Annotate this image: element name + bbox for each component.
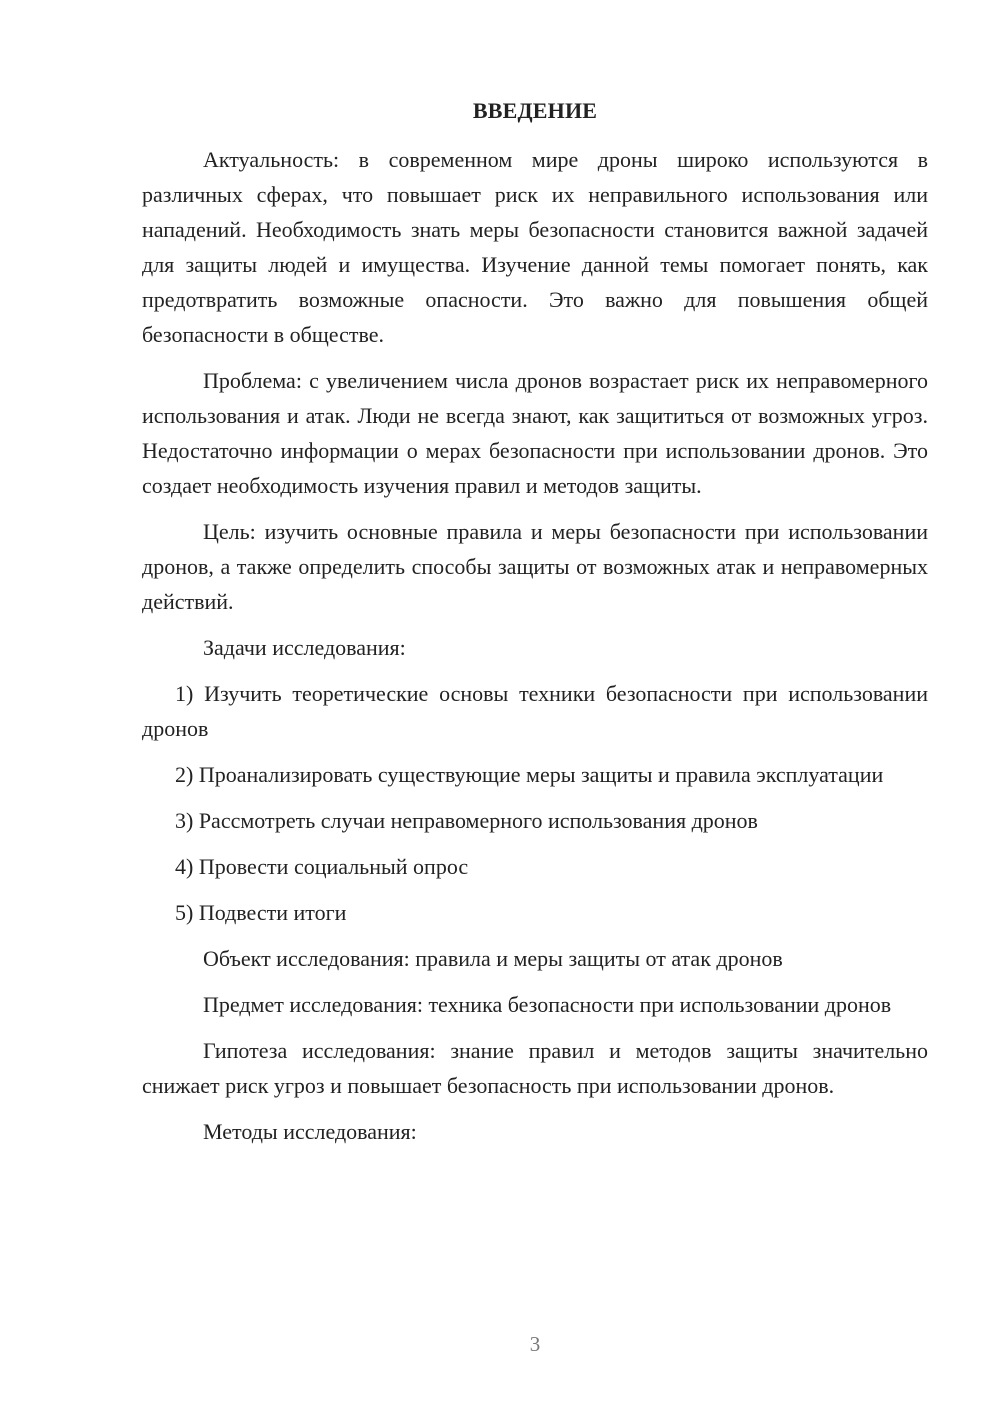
goal-paragraph: Цель: изучить основные правила и меры безопасности при использовании дронов, а также определить способы защиты от возможных атак и неправомерных действий. [142,519,928,614]
task-item-4: 4) Провести социальный опрос [175,854,469,879]
tasks-heading: Задачи исследования: [203,635,406,660]
task-item-2: 2) Проанализировать существующие меры защиты и правила эксплуатации [175,762,884,787]
relevance-paragraph: Актуальность: в современном мире дроны широко используются в различных сферах, что повышает риск их неправильного использования или нападений. Необходимость знать меры безопасности становится важной задачей для защиты людей и имущества. Изучение данной темы помогает понять, как предотвратить возможные опасности. Это важно для повышения общей безопасности в обществе. [142,147,928,347]
section-title: ВВЕДЕНИЕ [472,98,598,123]
methods-heading: Методы исследования: [203,1119,417,1144]
problem-paragraph: Проблема: с увеличением числа дронов возрастает риск их неправомерного использования и атак. Люди не всегда знают, как защититься от возможных угроз. Недостаточно информации о мерах безопасности при использовании дронов. Это создает необходимость изучения правил и методов защиты. [142,368,928,498]
hypothesis-paragraph: Гипотеза исследования: знание правил и методов защиты значительно снижает риск угроз и повышает безопасность при использовании дронов. [142,1038,928,1098]
task-item-3: 3) Рассмотреть случаи неправомерного использования дронов [175,808,758,833]
research-subject-paragraph: Предмет исследования: техника безопасности при использовании дронов [203,992,892,1017]
task-item-5: 5) Подвести итоги [175,900,347,925]
document-body [142,142,928,1149]
task-item-1: 1) Изучить теоретические основы техники безопасности при использовании дронов [142,681,928,741]
page-number: 3 [529,1332,541,1356]
research-object-paragraph: Объект исследования: правила и меры защиты от атак дронов [203,946,783,971]
